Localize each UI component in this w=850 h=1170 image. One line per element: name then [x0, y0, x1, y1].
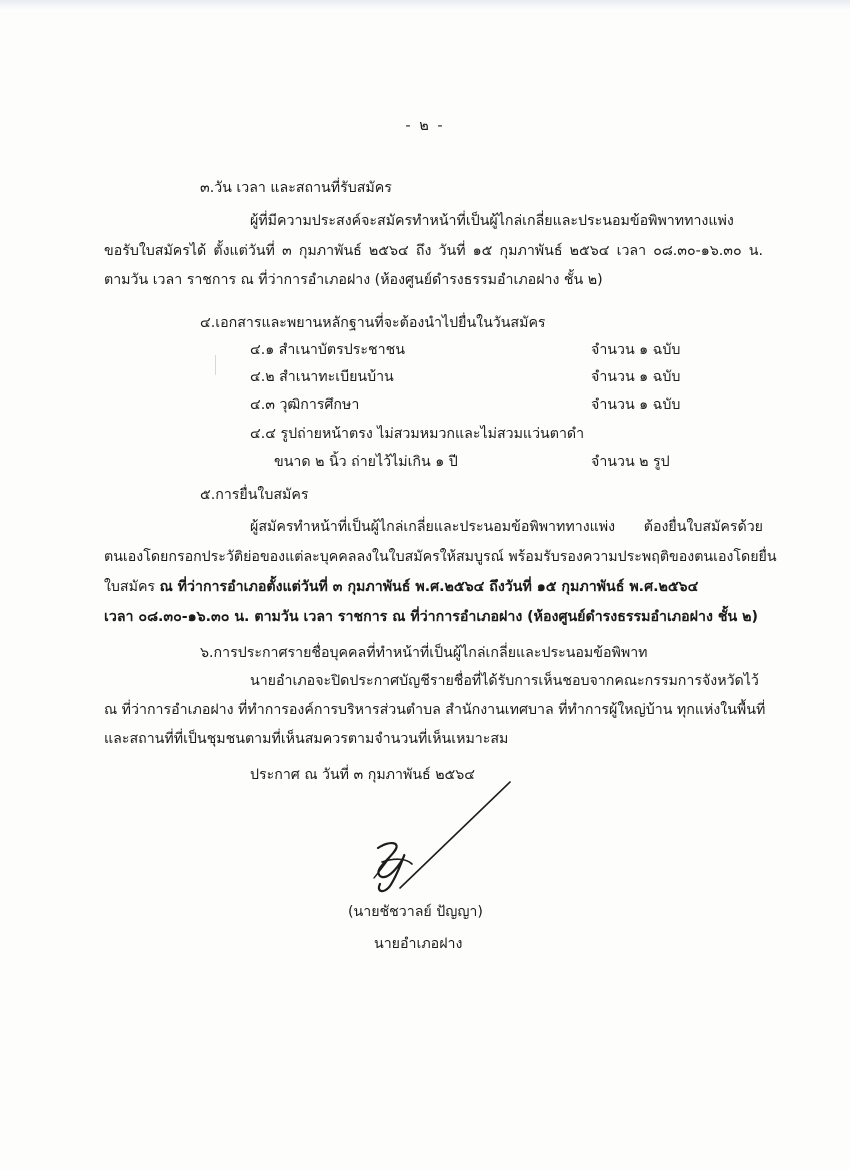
section-6-line-1: นายอำเภอจะปิดประกาศบัญชีรายชื่อที่ได้รับการเห็นชอบจากคณะกรรมการจังหวัดไว้	[250, 673, 759, 689]
section-5-line-3-bold: ณ ที่ว่าการอำเภอตั้งแต่วันที่ ๓ กุมภาพันธ์ พ.ศ.๒๕๖๔ ถึงวันที่ ๑๕ กุมภาพันธ์ พ.ศ.๒๕๖๔	[159, 579, 699, 595]
doc-item-qty: จำนวน ๑ ฉบับ	[591, 397, 681, 413]
doc-item-qty: จำนวน ๑ ฉบับ	[591, 369, 681, 385]
signature-image	[360, 778, 520, 903]
scan-mark	[215, 355, 216, 375]
section-3-line-3: ตามวัน เวลา ราชการ ณ ที่ว่าการอำเภอฝาง (ห้องศูนย์ดำรงธรรมอำเภอฝาง ชั้น ๒)	[104, 272, 603, 288]
section-6-heading: ๖.การประกาศรายชื่อบุคคลที่ทำหน้าที่เป็นผู้ไกล่เกลี่ยและประนอมข้อพิพาท	[200, 645, 648, 661]
doc-item-qty: จำนวน ๒ รูป	[591, 454, 670, 470]
signer-name: (นายชัชวาลย์ ปัญญา)	[348, 904, 483, 920]
page-number: - ๒ -	[405, 118, 445, 134]
section-5-line-3-prefix: ใบสมัคร	[104, 579, 160, 595]
section-3-line-2: ขอรับใบสมัครได้ ตั้งแต่วันที่ ๓ กุมภาพันธ์ ๒๕๖๔ ถึง วันที่ ๑๕ กุมภาพันธ์ ๒๕๖๔ เวลา ๐๘.๓๐-๑๖.๓๐ น.	[104, 243, 763, 259]
section-5-line-3	[104, 577, 763, 597]
section-5-line-1: ผู้สมัครทำหน้าที่เป็นผู้ไกล่เกลี่ยและประนอมข้อพิพาททางแพ่ง ต้องยื่นใบสมัครด้วย	[250, 519, 763, 535]
section-4-heading: ๔.เอกสารและพยานหลักฐานที่จะต้องนำไปยื่นในวันสมัคร	[200, 315, 546, 331]
signer-title: นายอำเภอฝาง	[374, 936, 463, 952]
section-3-heading: ๓.วัน เวลา และสถานที่รับสมัคร	[200, 180, 392, 196]
section-5-heading: ๕.การยื่นใบสมัคร	[200, 487, 309, 503]
doc-item-qty: จำนวน ๑ ฉบับ	[591, 342, 681, 358]
doc-item-label: ๔.๒ สำเนาทะเบียนบ้าน	[250, 369, 394, 385]
section-6-line-2: ณ ที่ว่าการอำเภอฝาง ที่ทำการองค์การบริหารส่วนตำบล สำนักงานเทศบาล ที่ทำการผู้ใหญ่บ้าน ทุกแห่งในพื้นที่	[104, 702, 766, 718]
announce-date: ประกาศ ณ วันที่ ๓ กุมภาพันธ์ ๒๕๖๔	[250, 767, 476, 783]
doc-item-label: ๔.๑ สำเนาบัตรประชาชน	[250, 342, 405, 358]
section-6-line-3: และสถานที่ที่เป็นชุมชนตามที่เห็นสมควรตามจำนวนที่เห็นเหมาะสม	[104, 731, 509, 747]
scan-edge	[0, 0, 850, 10]
doc-item-label: ๔.๔ รูปถ่ายหน้าตรง ไม่สวมหมวกและไม่สวมแว่นตาดำ	[250, 426, 585, 442]
section-3-line-1: ผู้ที่มีความประสงค์จะสมัครทำหน้าที่เป็นผู้ไกล่เกลี่ยและประนอมข้อพิพาททางแพ่ง	[250, 213, 734, 229]
section-5-line-2: ตนเองโดยกรอกประวัติย่อของแต่ละบุคคลลงในใบสมัครให้สมบูรณ์ พร้อมรับรองความประพฤติของตนเองโดยยื่น	[104, 549, 777, 565]
section-5-line-4: เวลา ๐๘.๓๐-๑๖.๓๐ น. ตามวัน เวลา ราชการ ณ ที่ว่าการอำเภอฝาง (ห้องศูนย์ดำรงธรรมอำเภอฝาง ชั้น ๒)	[104, 609, 758, 625]
doc-item-label: ขนาด ๒ นิ้ว ถ่ายไว้ไม่เกิน ๑ ปี	[274, 454, 458, 470]
doc-item-label: ๔.๓ วุฒิการศึกษา	[250, 397, 360, 413]
